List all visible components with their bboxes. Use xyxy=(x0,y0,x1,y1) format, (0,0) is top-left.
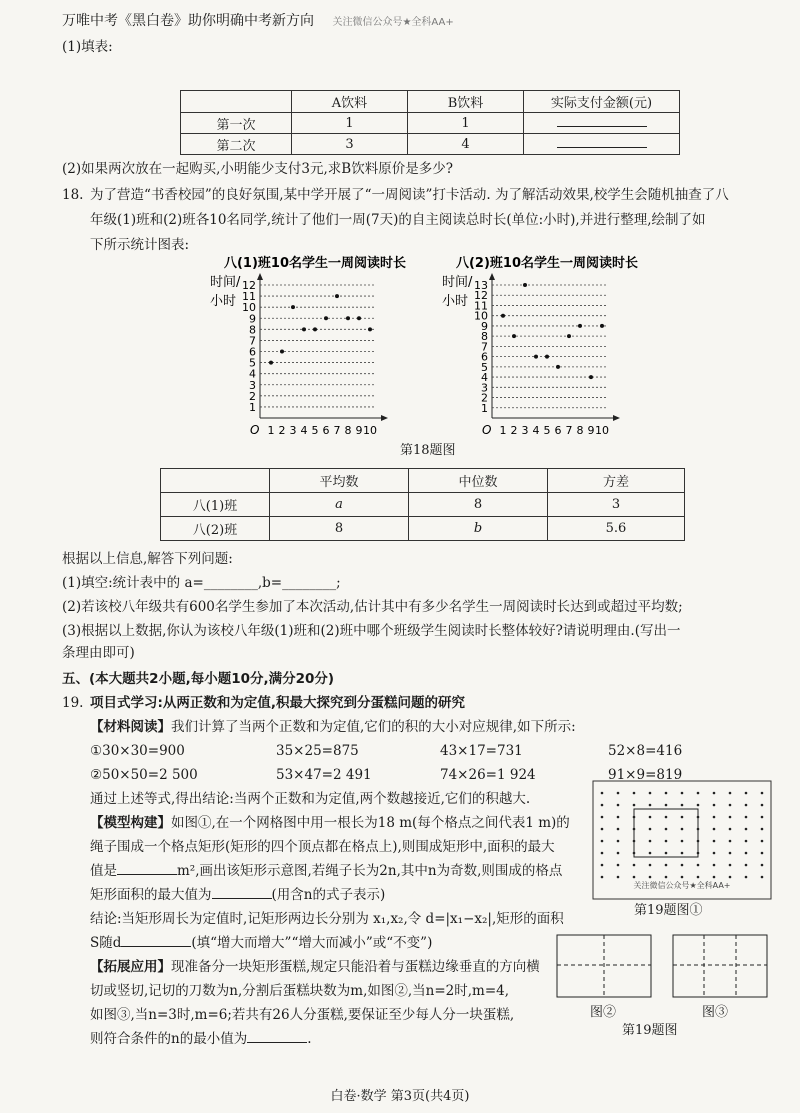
q19-model3b: m²,画出该矩形示意图,若绳子长为2n,其中n为奇数,则围成的格点 xyxy=(177,863,563,879)
x-tick-label: 9 xyxy=(355,424,363,437)
y-axis-arrow xyxy=(489,273,495,280)
y-tick-label: 12 xyxy=(242,279,256,292)
grid-dot xyxy=(761,828,764,831)
q19-figure2 xyxy=(556,934,652,998)
q18-r1-c0: 八(1)班 xyxy=(161,493,270,517)
grid-dot xyxy=(649,840,652,843)
q18-r1-c3: 3 xyxy=(548,493,685,517)
q19-blank-n-area[interactable] xyxy=(212,898,272,899)
y-tick-label: 11 xyxy=(242,290,256,304)
grid-dot xyxy=(681,792,684,795)
x-tick-label: 9 xyxy=(587,424,595,437)
grid-dot xyxy=(601,828,604,831)
q19-model4b: (用含n的式子表示) xyxy=(271,887,386,903)
q19-number: 19. xyxy=(62,695,84,711)
grid-dot xyxy=(649,816,652,819)
grid-dot xyxy=(601,840,604,843)
grid-dot xyxy=(713,792,716,795)
x-tick-label: 3 xyxy=(521,424,529,437)
q18-r2-c1: 8 xyxy=(270,517,409,541)
x-tick-label: 4 xyxy=(300,424,308,437)
grid-dot xyxy=(729,864,732,867)
y-tick-label: 5 xyxy=(249,356,256,370)
grid-dot xyxy=(729,828,732,831)
q19-model3a: 值是 xyxy=(90,863,117,879)
q19-eq2-c: 74×26=1 924 xyxy=(440,767,536,783)
q17-th-1: A饮料 xyxy=(292,91,408,113)
y-tick-label: 8 xyxy=(249,323,256,337)
grid-dot xyxy=(601,852,604,855)
q19-blank-max-area[interactable] xyxy=(117,874,177,875)
grid-dot xyxy=(649,804,652,807)
x-tick-label: 5 xyxy=(311,424,319,437)
q17-r2-c2: 4 xyxy=(408,134,524,155)
grid-dot xyxy=(601,792,604,795)
q19-model4a: 矩形面积的最大值为 xyxy=(90,887,212,903)
q19-result2a: S随d xyxy=(90,935,122,951)
grid-dot xyxy=(729,840,732,843)
q18-th-1: 平均数 xyxy=(270,469,409,493)
q18-r2-c0: 八(2)班 xyxy=(161,517,270,541)
q18-stats-table xyxy=(160,468,685,541)
data-point xyxy=(368,327,372,331)
data-point xyxy=(567,334,571,338)
y-tick-label: 11 xyxy=(474,299,488,313)
q19-figure1-grid xyxy=(592,780,772,900)
grid-dot xyxy=(649,852,652,855)
grid-dot xyxy=(665,804,668,807)
y-tick-label: 1 xyxy=(481,401,488,415)
q18-th-3: 方差 xyxy=(548,469,685,493)
q19-ext4b: . xyxy=(307,1031,312,1047)
dot-grid xyxy=(601,792,772,879)
q19-ext4a: 则符合条件的n的最小值为 xyxy=(90,1031,248,1047)
q19-title-text: 项目式学习:从两正数和为定值,积最大探究到分蛋糕问题的研究 xyxy=(90,695,466,711)
x-tick-label: 10 xyxy=(595,424,609,437)
q19-model-line4 xyxy=(90,884,385,906)
q19-model-line3 xyxy=(90,860,562,882)
grid-dot xyxy=(617,804,620,807)
q19-fig2-label: 图② xyxy=(590,1005,617,1020)
q17-r1-c2: 1 xyxy=(408,113,524,134)
page-footer: 白卷·数学 第3页(共4页) xyxy=(330,1089,470,1104)
y-tick-label: 3 xyxy=(249,378,256,392)
grid-dot xyxy=(681,864,684,867)
grid-dot xyxy=(665,876,668,879)
grid-dot xyxy=(745,840,748,843)
grid-dot xyxy=(713,840,716,843)
chart-title: 八(1)班10名学生一周阅读时长 xyxy=(223,256,407,271)
q17-th-3: 实际支付金额(元) xyxy=(524,91,680,113)
q19-ext1: 现准备分一块矩形蛋糕,规定只能沿着与蛋糕边缘垂直的方向横 xyxy=(171,959,540,975)
q18-line1: 为了营造“书香校园”的良好氛围,某中学开展了“一周阅读”打卡活动. 为了解活动效果,校学生会随机抽查了八 xyxy=(90,187,729,203)
data-point xyxy=(600,324,604,328)
q19-title xyxy=(90,692,465,714)
q19-figure3 xyxy=(672,934,768,998)
x-tick-label: 3 xyxy=(289,424,297,437)
grid-dot xyxy=(713,828,716,831)
grid-dot xyxy=(617,852,620,855)
y-tick-label: 10 xyxy=(474,309,488,323)
grid-dot xyxy=(745,876,748,879)
q17-r1-c1: 1 xyxy=(292,113,408,134)
grid-dot xyxy=(633,876,636,879)
x-tick-label: 10 xyxy=(363,424,377,437)
data-point xyxy=(501,314,505,318)
q19-result1: 结论:当矩形周长为定值时,记矩形两边长分别为 x₁,x₂,令 d=|x₁−x₂|,矩形的面积 xyxy=(90,911,564,927)
x-tick-label: 2 xyxy=(510,424,518,437)
grid-dot xyxy=(601,876,604,879)
grid-dot xyxy=(617,876,620,879)
q17-part1: (1)填表: xyxy=(62,39,113,55)
grid-dot xyxy=(665,852,668,855)
data-point xyxy=(302,327,306,331)
q18-line2: 年级(1)班和(2)班各10名同学,统计了他们一周(7天)的自主阅读总时长(单位:小时),并进行整理,绘制了如 xyxy=(90,212,706,228)
y-tick-label: 4 xyxy=(481,371,488,385)
grid-dot xyxy=(745,792,748,795)
data-point xyxy=(269,361,273,365)
q18-line3: 下所示统计图表: xyxy=(90,237,190,253)
y-axis-label-line1: 时间/ xyxy=(210,275,241,290)
q17-table xyxy=(180,90,680,155)
q19-ext3: 如图③,当n=3时,m=6;若共有26人分蛋糕,要保证至少每人分一块蛋糕, xyxy=(90,1007,515,1023)
q18-th-0 xyxy=(161,469,270,493)
grid-dot xyxy=(729,876,732,879)
q17-part2: (2)如果两次放在一起购买,小明能少支付3元,求B饮料原价是多少? xyxy=(62,161,453,177)
grid-dot xyxy=(649,828,652,831)
grid-dot xyxy=(761,852,764,855)
q19-conclusion: 通过上述等式,得出结论:当两个正数和为定值,两个数越接近,它们的积越大. xyxy=(90,791,531,807)
q19-model1: 如图①,在一个网格图中用一根长为18 m(每个格点之间代表1 m)的 xyxy=(171,815,570,831)
grid-dot xyxy=(681,816,684,819)
q17-r2-c0: 第二次 xyxy=(181,134,292,155)
data-point xyxy=(346,316,350,320)
q18-r1-c1: a xyxy=(270,493,409,517)
grid-dot xyxy=(713,804,716,807)
q17-r2-c3[interactable] xyxy=(524,134,680,155)
q19-eq2-d: 91×9=819 xyxy=(608,767,683,783)
y-axis-label-line2: 小时 xyxy=(210,294,237,309)
q18-charts xyxy=(190,253,670,453)
grid-dot xyxy=(729,852,732,855)
grid-dot xyxy=(665,840,668,843)
x-tick-label: 1 xyxy=(499,424,507,437)
data-point xyxy=(324,316,328,320)
grid-dot xyxy=(649,876,652,879)
q18-sub2: (2)若该校八年级共有600名学生参加了本次活动,估计其中有多少名学生一周阅读时长达到或超过平均数; xyxy=(62,599,683,615)
q19-reading xyxy=(90,716,576,738)
x-tick-label: 6 xyxy=(554,424,562,437)
grid-dot xyxy=(713,864,716,867)
grid-dot xyxy=(729,792,732,795)
y-tick-label: 8 xyxy=(481,330,488,344)
grid-dot xyxy=(681,828,684,831)
q19-eq1-b: 35×25=875 xyxy=(276,743,359,759)
q19-ext2: 切或竖切,记切的刀数为n,分割后蛋糕块数为m,如图②,当n=2时,m=4, xyxy=(90,983,510,999)
q19-model2: 绳子围成一个格点矩形(矩形的四个顶点都在格点上),则围成矩形中,面积的最大 xyxy=(90,839,555,855)
q17-r1-c3[interactable] xyxy=(524,113,680,134)
q19-eq1-c: 43×17=731 xyxy=(440,743,523,759)
grid-dot xyxy=(633,792,636,795)
grid-dot xyxy=(681,840,684,843)
q17-r2-c1: 3 xyxy=(292,134,408,155)
data-point xyxy=(523,283,527,287)
x-axis-arrow xyxy=(381,415,388,421)
q18-r1-c2: 8 xyxy=(409,493,548,517)
q19-fig23-caption: 第19题图 xyxy=(622,1023,678,1038)
y-tick-label: 12 xyxy=(474,289,488,303)
q18-intro: 根据以上信息,解答下列问题: xyxy=(62,551,233,567)
data-point xyxy=(556,365,560,369)
grid-dot xyxy=(617,816,620,819)
header-title: 万唯中考《黑白卷》助你明确中考新方向 xyxy=(62,13,314,29)
q19-fig1-caption: 第19题图① xyxy=(634,903,703,918)
q19-model-line1 xyxy=(90,812,570,834)
q18-sub1: (1)填空:统计表中的 a=________,b=________; xyxy=(62,575,341,591)
q19-read-tag: 【材料阅读】 xyxy=(90,719,171,735)
q18-figure-caption: 第18题图 xyxy=(400,443,456,458)
grid-dot xyxy=(729,804,732,807)
grid-dot xyxy=(761,816,764,819)
grid-dot xyxy=(617,864,620,867)
y-tick-label: 10 xyxy=(242,301,256,315)
grid-dot xyxy=(761,804,764,807)
grid-dot xyxy=(681,876,684,879)
q17-r1-c0: 第一次 xyxy=(181,113,292,134)
grid-dot xyxy=(633,804,636,807)
y-tick-label: 5 xyxy=(481,360,488,374)
data-point xyxy=(313,327,317,331)
q18-sub3a: (3)根据以上数据,你认为该校八年级(1)班和(2)班中哪个班级学生阅读时长整体较好?请说明理由.(写出一 xyxy=(62,623,681,639)
q18-number: 18. xyxy=(62,187,84,203)
grid-dot xyxy=(697,792,700,795)
grid-dot xyxy=(617,840,620,843)
y-tick-label: 6 xyxy=(481,350,488,364)
y-tick-label: 1 xyxy=(249,400,256,414)
y-tick-label: 9 xyxy=(481,319,488,333)
q19-result2b: (填“增大而增大”“增大而减小”或“不变”) xyxy=(191,935,433,951)
grid-dot xyxy=(745,852,748,855)
y-tick-label: 7 xyxy=(249,334,256,348)
x-tick-label: 6 xyxy=(322,424,330,437)
y-tick-label: 13 xyxy=(474,279,488,292)
y-tick-label: 4 xyxy=(249,367,256,381)
data-point xyxy=(291,305,295,309)
data-point xyxy=(589,375,593,379)
x-tick-label: 5 xyxy=(543,424,551,437)
q19-result-line2 xyxy=(90,932,432,954)
q19-blank-min-n[interactable] xyxy=(247,1042,307,1043)
grid-dot xyxy=(601,864,604,867)
grid-dot xyxy=(697,864,700,867)
q18-sub3b: 条理由即可) xyxy=(62,645,135,661)
grid-dot xyxy=(745,816,748,819)
grid-dot xyxy=(681,852,684,855)
x-tick-label: 2 xyxy=(278,424,286,437)
grid-dot xyxy=(745,864,748,867)
grid-dot xyxy=(713,876,716,879)
y-tick-label: 9 xyxy=(249,312,256,326)
q19-model-tag: 【模型构建】 xyxy=(90,815,171,831)
grid-dot xyxy=(617,828,620,831)
chart-class2 xyxy=(442,255,638,437)
grid-dot xyxy=(713,852,716,855)
x-tick-label: 7 xyxy=(565,424,573,437)
data-point xyxy=(357,316,361,320)
grid-dot xyxy=(713,816,716,819)
grid-dot xyxy=(761,864,764,867)
y-tick-label: 3 xyxy=(481,381,488,395)
grid-dot xyxy=(761,792,764,795)
q19-eq2-b: 53×47=2 491 xyxy=(276,767,372,783)
x-axis-arrow xyxy=(613,415,620,421)
y-axis-label-line2: 小时 xyxy=(442,294,469,309)
grid-dot xyxy=(745,828,748,831)
grid-dot xyxy=(665,864,668,867)
grid-dot xyxy=(761,840,764,843)
origin-label: O xyxy=(482,423,492,437)
q19-blank-trend[interactable] xyxy=(121,946,191,947)
grid-dot xyxy=(633,864,636,867)
y-axis-label-line1: 时间/ xyxy=(442,275,473,290)
y-tick-label: 2 xyxy=(249,389,256,403)
grid-dot xyxy=(649,792,652,795)
grid-dot xyxy=(697,804,700,807)
grid-dot xyxy=(665,792,668,795)
q18-th-2: 中位数 xyxy=(409,469,548,493)
q17-th-2: B饮料 xyxy=(408,91,524,113)
data-point xyxy=(335,294,339,298)
q19-ext-line4 xyxy=(90,1028,312,1050)
q19-ext-tag: 【拓展应用】 xyxy=(90,959,171,975)
grid-dot xyxy=(745,804,748,807)
q18-r2-c2: b xyxy=(409,517,548,541)
grid-dot xyxy=(649,864,652,867)
grid-dot xyxy=(697,876,700,879)
grid-dot xyxy=(665,828,668,831)
q19-fig3-label: 图③ xyxy=(702,1005,729,1020)
x-tick-label: 8 xyxy=(344,424,352,437)
data-point xyxy=(578,324,582,328)
x-tick-label: 1 xyxy=(267,424,275,437)
x-tick-label: 8 xyxy=(576,424,584,437)
chart-title: 八(2)班10名学生一周阅读时长 xyxy=(455,256,639,271)
origin-label: O xyxy=(250,423,260,437)
grid-dot xyxy=(601,804,604,807)
q18-r2-c3: 5.6 xyxy=(548,517,685,541)
fig1-watermark: 关注微信公众号★全科AA+ xyxy=(633,881,731,890)
grid-dot xyxy=(617,792,620,795)
y-tick-label: 2 xyxy=(481,391,488,405)
y-tick-label: 7 xyxy=(481,340,488,354)
grid-dot xyxy=(729,816,732,819)
data-point xyxy=(512,334,516,338)
data-point xyxy=(534,355,538,359)
header-watermark: 关注微信公众号★全科AA+ xyxy=(332,17,454,28)
x-tick-label: 7 xyxy=(333,424,341,437)
page-header xyxy=(62,10,454,30)
q19-read-text: 我们计算了当两个正数和为定值,它们的积的大小对应规律,如下所示: xyxy=(171,719,576,735)
section-5-heading: 五、(本大题共2小题,每小题10分,满分20分) xyxy=(62,671,335,687)
grid-dot xyxy=(761,876,764,879)
grid-dot xyxy=(601,816,604,819)
grid-dot xyxy=(665,816,668,819)
chart-class1 xyxy=(210,255,406,437)
q19-eq1-a: ①30×30=900 xyxy=(90,743,185,759)
q19-eq1-d: 52×8=416 xyxy=(608,743,683,759)
data-point xyxy=(545,355,549,359)
q19-eq2-a: ②50×50=2 500 xyxy=(90,767,198,783)
x-tick-label: 4 xyxy=(532,424,540,437)
data-point xyxy=(280,350,284,354)
q17-th-0 xyxy=(181,91,292,113)
y-tick-label: 6 xyxy=(249,345,256,359)
grid-dot xyxy=(681,804,684,807)
q19-ext-line1 xyxy=(90,956,540,978)
y-axis-arrow xyxy=(257,273,263,280)
